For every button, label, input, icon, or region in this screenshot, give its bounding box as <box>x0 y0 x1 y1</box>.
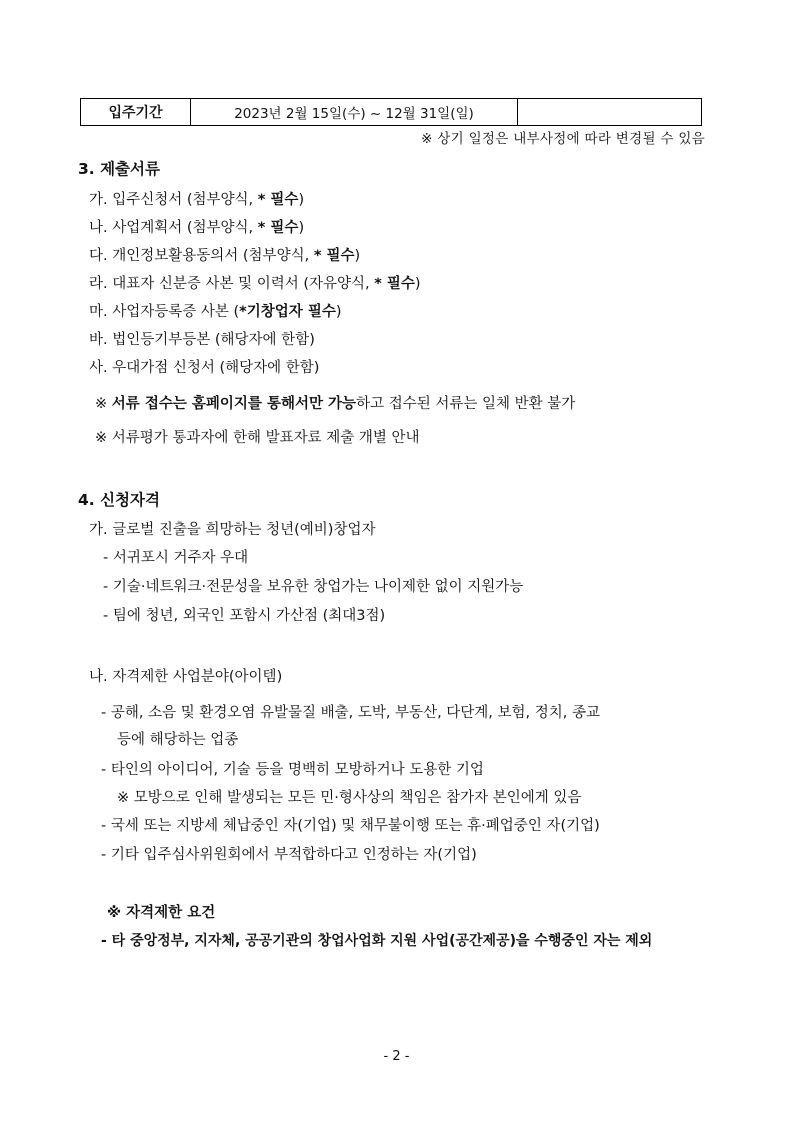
restriction-requirement-text: - 타 중앙정부, 지자체, 공공기관의 창업사업화 지원 사업(공간제공)을 수행중인 자는 제외 <box>101 933 653 949</box>
restricted-industry-line-1: - 공해, 소음 및 환경오염 유발물질 배출, 도박, 부동산, 다단계, 보험, 정치, 종교 <box>101 705 601 721</box>
evaluation-note: ※ 서류평가 통과자에 한해 발표자료 제출 개별 안내 <box>95 430 420 446</box>
imitation-liability-note: ※ 모방으로 인해 발생되는 모든 민·형사상의 책임은 참가자 본인에게 있음 <box>117 790 582 806</box>
doc-item-1: 가. 입주신청서 (첨부양식, * 필수) <box>89 192 305 208</box>
qualification-a-item-2: - 기술·네트워크·전문성을 보유한 창업가는 나이제한 없이 지원가능 <box>103 579 524 595</box>
page-number: - 2 - <box>383 1049 410 1064</box>
section4-title: 4. 신청자격 <box>78 491 160 509</box>
restriction-requirement-title: ※ 자격제한 요건 <box>107 905 216 921</box>
submission-note: ※ 서류 접수는 홈페이지를 통해서만 가능하고 접수된 서류는 일체 반환 불가 <box>95 396 576 412</box>
section3-title: 3. 제출서류 <box>78 160 160 178</box>
schedule-label: 입주기간 <box>81 99 191 125</box>
restricted-imitation: - 타인의 아이디어, 기술 등을 명백히 모방하거나 도용한 기업 <box>101 762 484 778</box>
doc-item-7: 사. 우대가점 신청서 (해당자에 한함) <box>89 360 320 376</box>
doc-item-5: 마. 사업자등록증 사본 (*기창업자 필수) <box>89 304 342 320</box>
doc-item-3: 다. 개인정보활용동의서 (첨부양식, * 필수) <box>89 248 361 264</box>
doc-item-4: 라. 대표자 신분증 사본 및 이력서 (자유양식, * 필수) <box>89 276 421 292</box>
schedule-table <box>80 98 702 126</box>
qualification-a-item-1: - 서귀포시 거주자 우대 <box>103 550 249 566</box>
qualification-a-title: 가. 글로벌 진출을 희망하는 청년(예비)창업자 <box>89 522 376 538</box>
doc-item-2: 나. 사업계획서 (첨부양식, * 필수) <box>89 220 305 236</box>
restricted-industry-line-2: 등에 해당하는 업종 <box>117 732 239 748</box>
schedule-value: 2023년 2월 15일(수) ~ 12월 31일(일) <box>191 99 518 125</box>
restricted-other: - 기타 입주심사위원회에서 부적합하다고 인정하는 자(기업) <box>101 847 477 863</box>
qualification-a-item-3: - 팀에 청년, 외국인 포함시 가산점 (최대3점) <box>103 608 386 624</box>
restricted-tax-default: - 국세 또는 지방세 체납중인 자(기업) 및 채무불이행 또는 휴·폐업중인 자(기업) <box>101 818 600 834</box>
doc-item-6: 바. 법인등기부등본 (해당자에 한함) <box>89 332 315 348</box>
schedule-extra <box>518 99 701 125</box>
qualification-b-title: 나. 자격제한 사업분야(아이템) <box>89 669 283 685</box>
schedule-note: ※ 상기 일정은 내부사정에 따라 변경될 수 있음 <box>421 131 705 147</box>
